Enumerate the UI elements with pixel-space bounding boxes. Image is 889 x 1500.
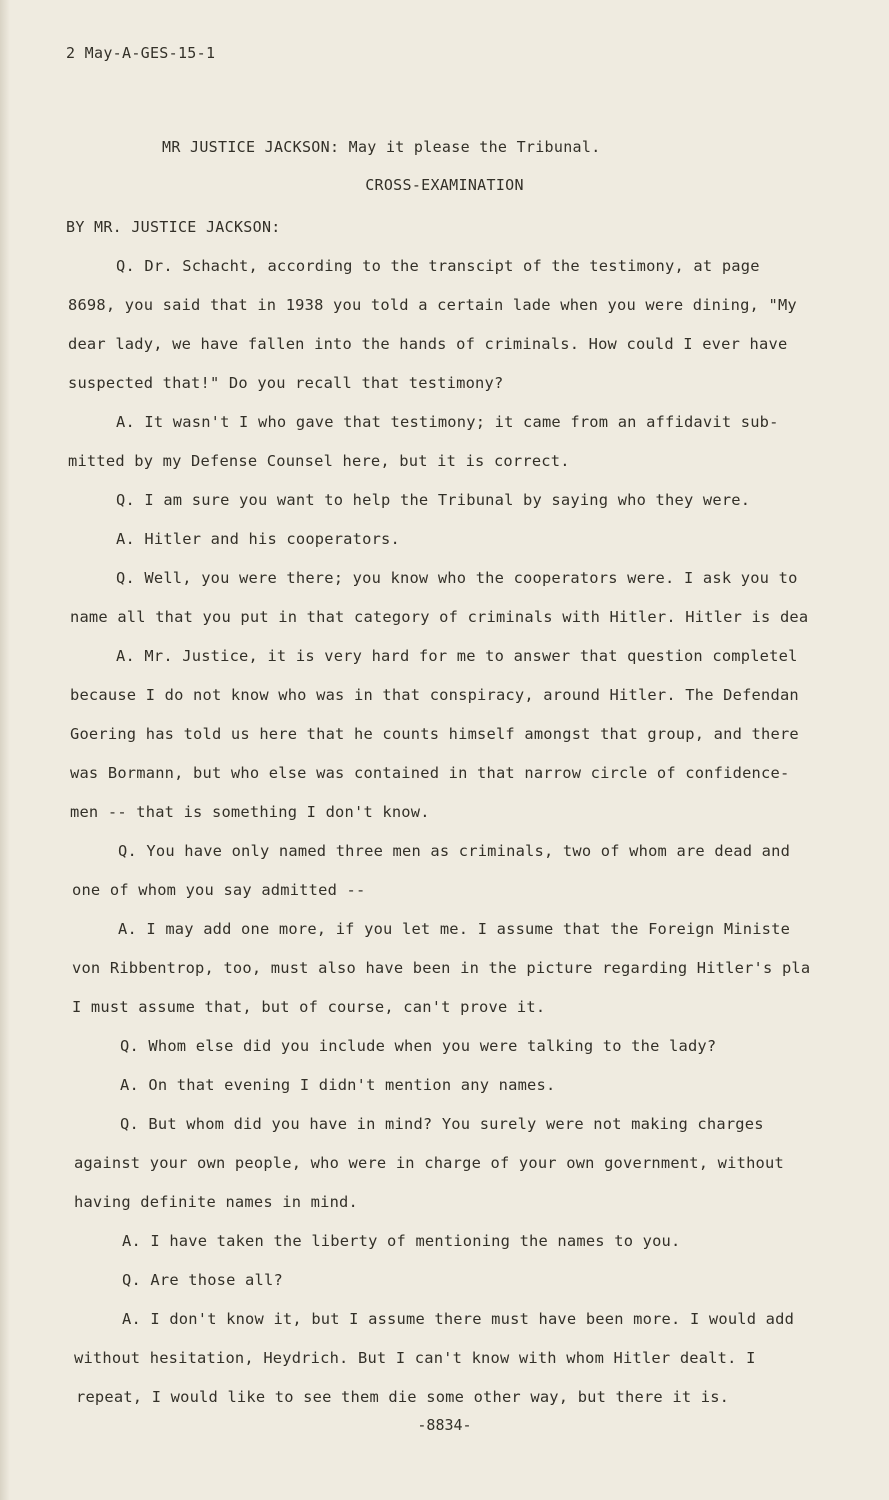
text-line: A. I may add one more, if you let me. I assume that the Foreign Ministe <box>118 920 791 938</box>
text-line: A. I have taken the liberty of mentioning the names to you. <box>122 1232 681 1250</box>
page-edge-shadow <box>0 0 10 1500</box>
text-line: name all that you put in that category of criminals with Hitler. Hitler is dea <box>70 608 809 626</box>
page-number: -8834- <box>417 1416 472 1434</box>
section-title: CROSS-EXAMINATION <box>365 176 524 194</box>
text-line: was Bormann, but who else was contained in that narrow circle of confidence- <box>70 764 790 782</box>
text-line: dear lady, we have fallen into the hands of criminals. How could I ever have <box>68 335 788 353</box>
speaker-line: MR JUSTICE JACKSON: May it please the Tribunal. <box>162 138 601 156</box>
text-line: Goering has told us here that he counts himself amongst that group, and there <box>70 725 799 743</box>
text-line: one of whom you say admitted -- <box>72 881 366 899</box>
text-line: mitted by my Defense Counsel here, but it is correct. <box>68 452 570 470</box>
text-line: suspected that!" Do you recall that testimony? <box>68 374 504 392</box>
examiner-line: BY MR. JUSTICE JACKSON: <box>66 218 281 236</box>
text-line: Q. Are those all? <box>122 1271 283 1289</box>
text-line: A. Mr. Justice, it is very hard for me to answer that question completel <box>116 647 798 665</box>
text-line: Q. Dr. Schacht, according to the transcipt of the testimony, at page <box>116 257 760 275</box>
text-line: Q. Well, you were there; you know who the cooperators were. I ask you to <box>116 569 798 587</box>
text-line: against your own people, who were in charge of your own government, without <box>74 1154 784 1172</box>
text-line: A. Hitler and his cooperators. <box>116 530 400 548</box>
text-line: having definite names in mind. <box>74 1193 358 1211</box>
text-line: without hesitation, Heydrich. But I can't know with whom Hitler dealt. I <box>74 1349 756 1367</box>
text-line: repeat, I would like to see them die some other way, but there it is. <box>76 1388 730 1406</box>
text-line: Q. You have only named three men as criminals, two of whom are dead and <box>118 842 791 860</box>
text-line: I must assume that, but of course, can't prove it. <box>72 998 546 1016</box>
text-line: Q. But whom did you have in mind? You surely were not making charges <box>120 1115 764 1133</box>
text-line: A. On that evening I didn't mention any names. <box>120 1076 556 1094</box>
text-line: because I do not know who was in that conspiracy, around Hitler. The Defendan <box>70 686 799 704</box>
text-line: Q. Whom else did you include when you were talking to the lady? <box>120 1037 717 1055</box>
text-line: men -- that is something I don't know. <box>70 803 430 821</box>
text-line: A. It wasn't I who gave that testimony; it came from an affidavit sub- <box>116 413 779 431</box>
text-line: 8698, you said that in 1938 you told a certain lade when you were dining, "My <box>68 296 797 314</box>
document-header-code: 2 May-A-GES-15-1 <box>66 44 216 62</box>
text-line: von Ribbentrop, too, must also have been in the picture regarding Hitler's pla <box>72 959 811 977</box>
text-line: A. I don't know it, but I assume there must have been more. I would add <box>122 1310 795 1328</box>
text-line: Q. I am sure you want to help the Tribunal by saying who they were. <box>116 491 751 509</box>
